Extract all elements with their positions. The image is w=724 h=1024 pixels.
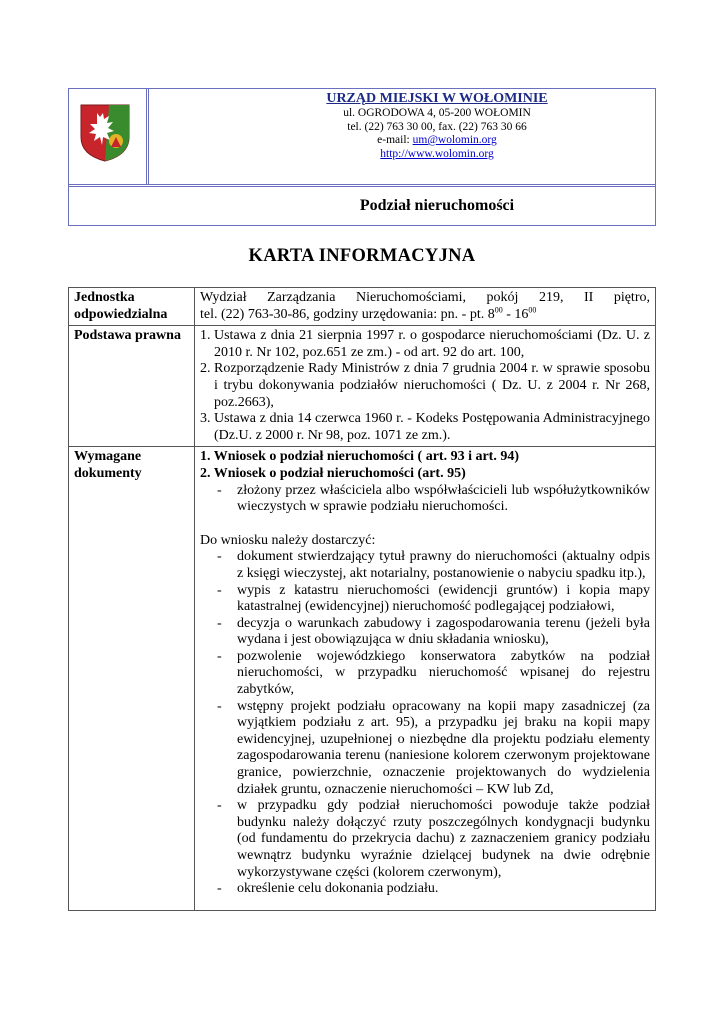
table-row-legal (69, 326, 656, 447)
request-type-2: 2. Wniosek o podział nieruchomości (art. 95) (200, 465, 466, 481)
office-email-line (217, 134, 657, 148)
attachment-item: - wstępny projekt podziału opracowany na kopii mapy zasadniczej (za wyjątkiem podziału z art. 95), a przypadku jej braku na kopii mapy ewidencyjnej, uzupełnionej o niezbędne dla projektu podziału elementy zagospodarowania terenu (naniesione kolorem czerwonym projektowane granice, powierzchnie, oznaczenie projektowanych do wydzielenia działek gruntu, oznaczenie nieruchomości – KW lub Zd, (200, 699, 650, 799)
document-subject: Podział nieruchomości (359, 197, 515, 214)
documents-label-line2: dokumenty (74, 465, 142, 481)
request-types (200, 449, 650, 482)
documents-value (195, 447, 656, 910)
unit-text-2 (200, 304, 650, 324)
email-label: e-mail: (377, 134, 413, 146)
legal-item: 1. Ustawa z dnia 21 sierpnia 1997 r. o gospodarce nieruchomościami (Dz. U. z 2010 r. Nr 102, poz.651 ze zm.) - od art. 92 do art. 100, (214, 328, 650, 361)
office-website-line (217, 148, 657, 162)
spacer (200, 516, 650, 533)
unit-hours-sup-start: 00 (494, 304, 503, 314)
unit-label-line2: odpowiedzialna (74, 306, 168, 322)
crest-cell (69, 89, 147, 184)
office-address: ul. OGRODOWA 4, 05-200 WOŁOMIN (343, 107, 531, 119)
attachment-item: - w przypadku gdy podział nieruchomości powoduje także podział budynku należy dołączyć rzuty poszczególnych kondygnacji budynku (od fundamentu do przekrycia dachu) z zaznaczeniem granicy podziału wewnątrz budynku wyraźnie dzielącej budynek na dwie odrębnie wykorzystywane części (kolorem czerwonym), (200, 798, 650, 881)
attachment-item: - decyzja o warunkach zabudowy i zagospodarowania terenu (jeżeli była wydana i jest obowiązująca w dniu składania wniosku), (200, 616, 650, 649)
coat-of-arms-icon (79, 103, 131, 163)
unit-label (69, 288, 195, 326)
unit-text-1: Wydział Zarządzania Nieruchomościami, pokój 219, II piętro, (200, 290, 650, 305)
attachment-item: - wypis z katastru nieruchomości (ewidencji gruntów) i kopia mapy katastralnej (ewidencyjnej) nieruchomość podlegającej podziałowi, (200, 583, 650, 616)
legal-item: 3. Ustawa z dnia 14 czerwca 1960 r. - Kodeks Postępowania Administracyjnego (Dz.U. z 2000 r. Nr 98, poz. 1071 ze zm.). (214, 411, 650, 444)
legal-list (200, 328, 650, 444)
attachments-list (200, 549, 650, 897)
attachment-item: - dokument stwierdzający tytuł prawny do nieruchomości (aktualny odpis z księgi wieczystej, akt notarialny, postanowienie o nabyciu spadku itp.), (200, 549, 650, 582)
legal-label: Podstawa prawna (69, 326, 195, 447)
documents-label (69, 447, 195, 910)
office-info (217, 91, 657, 161)
table-row-documents (69, 447, 656, 910)
attachment-item: - określenie celu dokonania podziału. (200, 881, 650, 898)
legal-item: 2. Rozporządzenie Rady Ministrów z dnia 7 grudnia 2004 r. w sprawie sposobu i trybu dokonywania podziałów nieruchomości ( Dz. U. z 2004 r. Nr 268, poz.2663), (214, 361, 650, 411)
unit-label-line1: Jednostka (74, 290, 135, 305)
email-link[interactable]: um@wolomin.org (412, 134, 497, 146)
letterhead-top (69, 89, 655, 185)
unit-hours: tel. (22) 763-30-86, godziny urzędowania: pn. - pt. 8 (200, 306, 495, 322)
website-link[interactable]: http://www.wolomin.org (380, 147, 494, 160)
page-title: KARTA INFORMACYJNA (248, 246, 476, 266)
legal-value (195, 326, 656, 447)
request-type-1: 1. Wniosek o podział nieruchomości ( art. 93 i art. 94) (200, 449, 520, 465)
office-phone: tel. (22) 763 30 00, fax. (22) 763 30 66 (347, 120, 527, 133)
attachments-intro: Do wniosku należy dostarczyć: (200, 532, 376, 548)
unit-hours-sup-end: 00 (528, 304, 537, 314)
documents-label-line1: Wymagane (74, 449, 142, 465)
unit-value (195, 288, 656, 326)
unit-hours-mid: - 16 (502, 306, 529, 322)
letterhead-subject-row (69, 185, 655, 226)
office-name: URZĄD MIEJSKI W WOŁOMINIE (326, 91, 548, 106)
table-row-unit (69, 288, 656, 326)
letterhead (68, 88, 656, 226)
applicant-list (200, 483, 650, 516)
applicant-item: - złożony przez właściciela albo współwłaścicieli lub współużytkowników wieczystych w sprawie podziału nieruchomości. (200, 483, 650, 516)
attachment-item: - pozwolenie wojewódzkiego konserwatora zabytków na podział nieruchomości, w przypadku nieruchomość wpisanej do rejestru zabytków, (200, 649, 650, 699)
info-table (68, 287, 656, 911)
